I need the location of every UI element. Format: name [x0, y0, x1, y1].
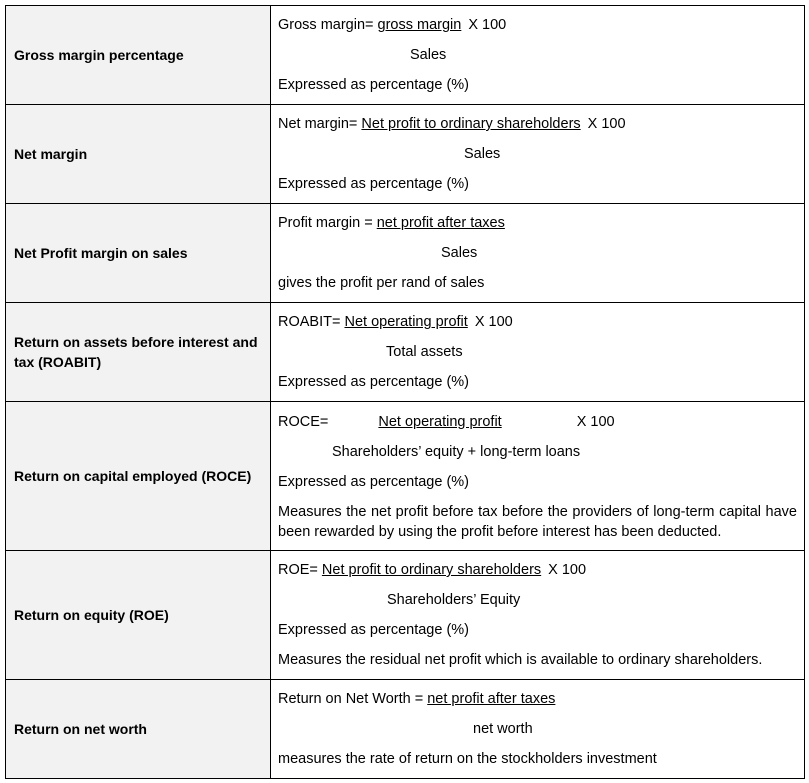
formula-numerator: Net operating profit — [344, 314, 468, 330]
formula-line: Net margin= Net profit to ordinary shareholders X 100 — [278, 116, 626, 132]
formula-numerator: Net profit to ordinary shareholders — [361, 116, 581, 132]
ratio-formula — [271, 105, 805, 204]
table-row — [6, 551, 805, 680]
table-row — [6, 6, 805, 105]
formula-denominator: Shareholders’ equity + long-term loans — [332, 443, 581, 460]
formula-denominator: Sales — [410, 47, 447, 63]
formula-line: ROCE= Net operating profit X 100 — [278, 413, 615, 430]
formula-note: Expressed as percentage (%) — [278, 622, 470, 638]
formula-denominator: Total assets — [386, 344, 463, 360]
table-row — [6, 303, 805, 402]
financial-ratios-table — [5, 5, 805, 779]
ratio-formula — [271, 303, 805, 402]
formula-numerator: net profit after taxes — [427, 691, 556, 707]
formula-line: Gross margin= gross margin X 100 — [278, 17, 507, 33]
formula-multiplier: X 100 — [468, 17, 507, 33]
formula-denominator: net worth — [473, 721, 533, 737]
ratio-name: Return on capital employed (ROCE) — [6, 402, 271, 551]
formula-line: Profit margin = net profit after taxes — [278, 215, 505, 231]
formula-line: ROABIT= Net operating profit X 100 — [278, 314, 513, 330]
ratio-name: Return on assets before interest and tax (ROABIT) — [6, 303, 271, 402]
formula-denominator: Sales — [464, 146, 501, 162]
formula-multiplier: X 100 — [576, 413, 615, 430]
ratio-formula — [271, 680, 805, 779]
formula-note: Expressed as percentage (%) — [278, 176, 470, 192]
ratio-name: Return on net worth — [6, 680, 271, 779]
formula-note: measures the rate of return on the stockholders investment — [278, 751, 657, 767]
ratio-name: Net margin — [6, 105, 271, 204]
formula-description: Measures the net profit before tax before the providers of long-term capital have been rewarded by using the profit before interest has been deducted. — [278, 503, 797, 540]
ratio-formula — [271, 204, 805, 303]
formula-multiplier: X 100 — [474, 314, 513, 330]
formula-line: Return on Net Worth = net profit after taxes — [278, 691, 556, 707]
formula-description: Measures the residual net profit which is available to ordinary shareholders. — [278, 652, 763, 668]
formula-note: Expressed as percentage (%) — [278, 374, 470, 390]
formula-note: gives the profit per rand of sales — [278, 275, 485, 291]
formula-numerator: net profit after taxes — [376, 215, 505, 231]
ratio-formula — [271, 402, 805, 551]
ratio-formula — [271, 551, 805, 680]
table-row — [6, 105, 805, 204]
formula-numerator: Net profit to ordinary shareholders — [321, 562, 542, 578]
formula-denominator: Shareholders’ Equity — [387, 592, 521, 608]
formula-denominator: Sales — [441, 245, 478, 261]
formula-multiplier: X 100 — [587, 116, 626, 132]
formula-multiplier: X 100 — [548, 562, 587, 578]
table-row — [6, 402, 805, 551]
table-row — [6, 680, 805, 779]
ratio-formula — [271, 6, 805, 105]
formula-note: Expressed as percentage (%) — [278, 473, 470, 490]
ratio-name: Return on equity (ROE) — [6, 551, 271, 680]
formula-note: Expressed as percentage (%) — [278, 77, 470, 93]
ratio-name: Gross margin percentage — [6, 6, 271, 105]
formula-numerator: Net operating profit — [378, 413, 502, 430]
ratio-name: Net Profit margin on sales — [6, 204, 271, 303]
formula-numerator: gross margin — [377, 17, 462, 33]
table-row — [6, 204, 805, 303]
formula-line: ROE= Net profit to ordinary shareholders X 100 — [278, 562, 587, 578]
